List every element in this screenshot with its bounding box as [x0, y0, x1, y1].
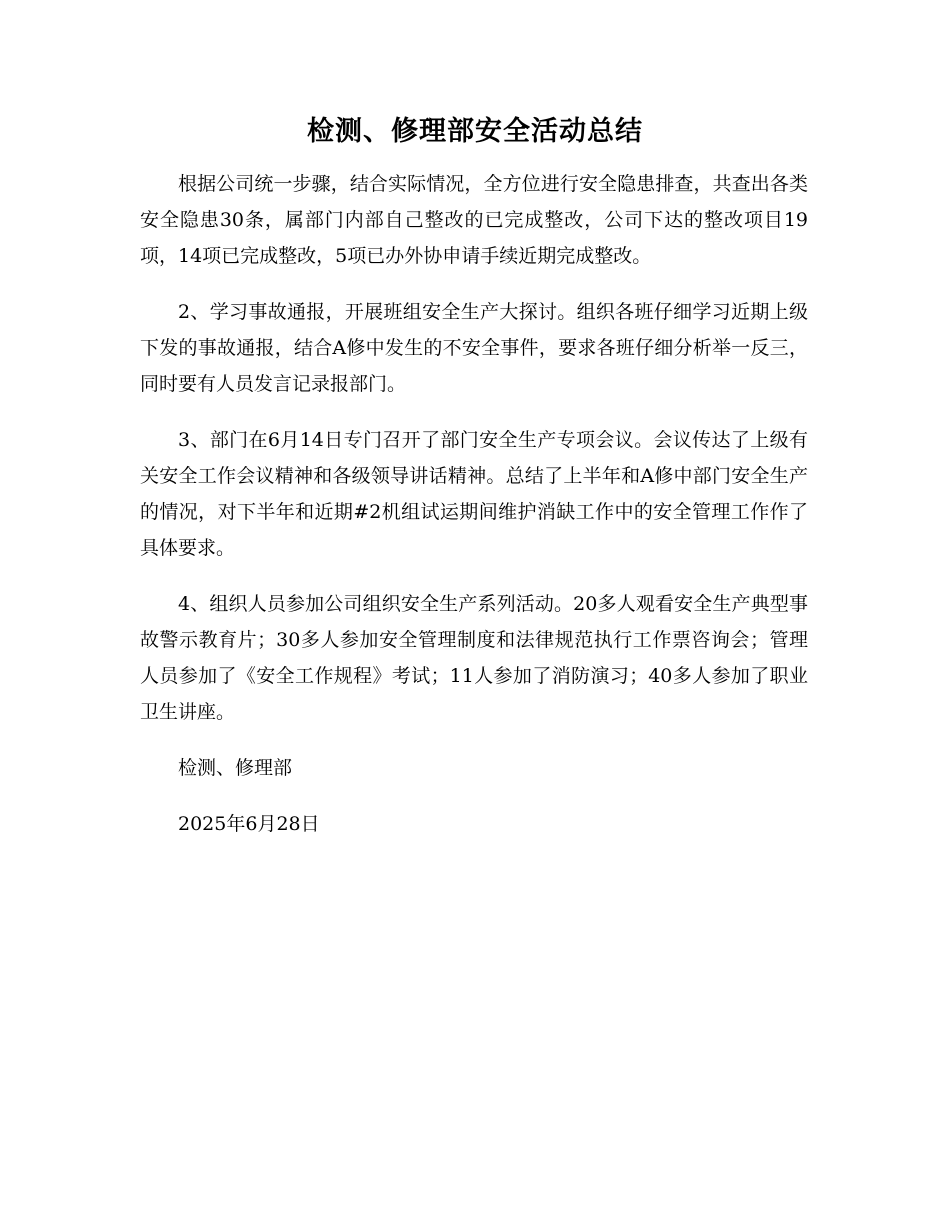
department-signature: 检测、修理部 — [178, 757, 293, 779]
document-body — [140, 166, 808, 862]
paragraph-2: 2、学习事故通报，开展班组安全生产大探讨。组织各班仔细学习近期上级下发的事故通报，结合A修中发生的不安全事件，要求各班仔细分析举一反三，同时要有人员发言记录报部门。 — [140, 301, 808, 395]
document-title: 检测、修理部安全活动总结 — [307, 116, 643, 147]
paragraph-1: 根据公司统一步骤，结合实际情况，全方位进行安全隐患排查，共查出各类安全隐患30条，属部门内部自己整改的已完成整改，公司下达的整改项目19项，14项已完成整改，5项已办外协申请手续近期完成整改。 — [140, 173, 808, 267]
document-date: 2025年6月28日 — [178, 813, 320, 835]
paragraph-3: 3、部门在6月14日专门召开了部门安全生产专项会议。会议传达了上级有关安全工作会议精神和各级领导讲话精神。总结了上半年和A修中部门安全生产的情况，对下半年和近期#2机组试运期间维护消缺工作中的安全管理工作作了具体要求。 — [140, 429, 808, 559]
paragraph-4: 4、组织人员参加公司组织安全生产系列活动。20多人观看安全生产典型事故警示教育片；30多人参加安全管理制度和法律规范执行工作票咨询会；管理人员参加了《安全工作规程》考试；11人参加了消防演习；40多人参加了职业卫生讲座。 — [140, 593, 808, 723]
